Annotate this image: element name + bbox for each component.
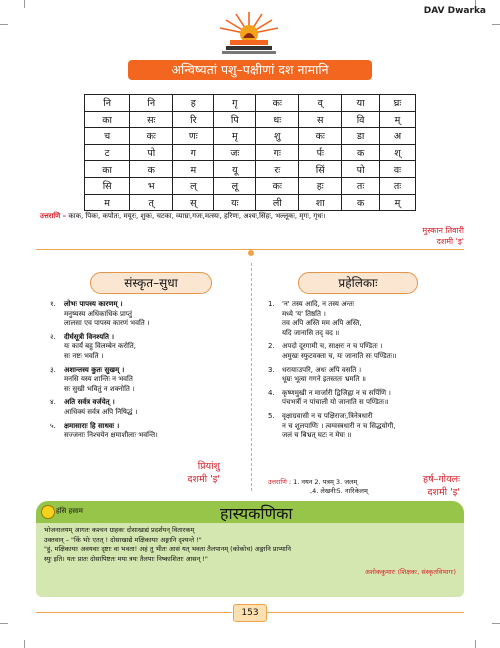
hasya-title: हास्यकणिका (220, 504, 293, 523)
sudha-heading: अशान्तस्य कुतः सुखम् । (64, 365, 125, 374)
grid-row (85, 161, 416, 178)
grid-cell: पि (214, 111, 256, 128)
sudha-item (50, 333, 246, 362)
grid-cell: या (342, 95, 380, 112)
sudha-line: सः नष्टः भवति । (64, 351, 104, 360)
item-number: ४. (50, 398, 56, 407)
sudha-heading: दीर्घसूत्री विनश्यति । (64, 332, 115, 341)
grid-cell: स (299, 111, 342, 128)
sudha-line: यः कार्यं बहु विलम्बेन करोति, (64, 342, 137, 351)
answer-label: उत्तराणि – (40, 212, 67, 220)
grid-cell: सः (130, 111, 173, 128)
riddle-line: वृक्षाग्रवासी न च पक्षिराजः,त्रिनेत्रधारी (282, 411, 373, 420)
grid-cell: णः (173, 128, 214, 145)
item-number: 1. (268, 300, 275, 308)
grid-cell: श् (379, 144, 415, 161)
sanskrit-sudha-list (50, 300, 246, 445)
grid-cell: मृ (214, 128, 256, 145)
riddle-item (268, 366, 464, 385)
sudha-heading: लोभः पापस्य कारणम् । (64, 300, 123, 308)
smiley-icon (41, 505, 55, 519)
hasya-tag: हंसि हसाम (56, 507, 83, 515)
grid-cell: र्पः (299, 144, 342, 161)
grid-cell: तः (379, 177, 415, 194)
grid-cell: म् (379, 111, 415, 128)
grid-cell: च (85, 128, 130, 145)
footer-rule (36, 612, 232, 613)
grid-cell: क (130, 161, 173, 178)
hasya-credit: अशोककुमारः (शिक्षकः, संस्कृतविभागः) (364, 568, 456, 576)
sudha-line: मनसि यस्य शान्तिः न भवति (64, 375, 133, 384)
riddle-line: यदि जानासि तद् वद ॥ (282, 328, 340, 337)
grid-cell: जः (214, 144, 256, 161)
signature-class: दशमी 'इ' (187, 474, 220, 485)
prahelika-title: प्रहेलिकाः (298, 272, 418, 294)
grid-cell: नि (85, 95, 130, 112)
grid-cell: रः (256, 161, 299, 178)
grid-cell: गृ (214, 95, 256, 112)
item-number: २. (50, 332, 56, 341)
grid-cell: कः (130, 128, 173, 145)
riddle-line: धूम्रः भूत्वा गगने इतस्ततः भ्रमति ॥ (282, 375, 366, 384)
grid-row (85, 95, 416, 112)
grid-cell: म (85, 194, 130, 211)
grid-cell: धः (256, 111, 299, 128)
grid-cell: तः (342, 177, 380, 194)
sudha-heading: क्षमासाराः हि साधवः । (64, 421, 120, 430)
sanskrit-signature (140, 459, 220, 485)
riddle-line: न च शूलपाणिः । त्वग्वस्त्रधारी न च सिद्धयोगी, (282, 421, 396, 430)
sudha-line: सज्जनाः निश्चयेन क्षमाशीलाः भवन्ति। (64, 431, 158, 440)
riddle-item (268, 412, 464, 441)
riddle-line: 'न' तस्य आदि, न तस्य अन्तः (282, 300, 355, 308)
item-number: 4. (268, 388, 275, 397)
item-number: 2. (268, 342, 275, 351)
footer-rule (266, 612, 464, 613)
grid-cell: पो (130, 144, 173, 161)
brand-label: DAV Dwarka (423, 6, 486, 16)
sudha-line: आधिक्यं सर्वत्र अपि निषिद्धं । (64, 407, 138, 416)
grid-row (85, 194, 416, 211)
sudha-line: सः सुखी भवितुं न शक्नोति । (64, 384, 135, 393)
grid-row (85, 128, 416, 145)
grid-cell: रि (173, 111, 214, 128)
grid-cell: का (85, 161, 130, 178)
grid-cell: का (85, 111, 130, 128)
answer-text: काक, पिकः, कपोतः, मयूरः, शुकः, चटका, व्याघ्रः,गजः,मत्स्यः, हरिणः, अश्वः,सिंहः, भल्लूकः, मृगः, गृधः। (68, 212, 326, 220)
hasya-line: भोजनालयम् आगतः कश्चन ग्राहकः दोसाखाद्यं प्रदर्शयन् वितारकम् (44, 526, 195, 534)
grid-cell: यः (214, 194, 256, 211)
dav-logo-icon (216, 10, 282, 60)
hasya-line: स्युः इति। यतः प्रातः दोसापिष्टतः मया त्रयः तैलपाः निष्काशिताः आसन् !" (44, 554, 208, 563)
grid-cell: वि (342, 111, 380, 128)
sudha-item (50, 422, 246, 441)
riddle-line: पंचभर्त्री न पांचाली यो जानाति स पण्डितः॥ (282, 398, 389, 407)
grid-cell: हः (299, 177, 342, 194)
grid-cell: घ्रः (379, 95, 415, 112)
grid-cell: कः (256, 95, 299, 112)
grid-cell: ह (173, 95, 214, 112)
grid-row (85, 144, 416, 161)
riddle-line: तव अपि अस्ति मम अपि अस्ति, (282, 319, 362, 328)
sudha-item (50, 366, 246, 395)
grid-cell: म (173, 161, 214, 178)
grid-cell: ली (256, 194, 299, 211)
puzzle-title: अन्विष्यतां पशु–पक्षीणां दश नामानि (128, 60, 372, 80)
grid-cell: क (342, 144, 380, 161)
riddle-item (268, 300, 464, 338)
puzzle-answers (40, 211, 470, 221)
page-number: 153 (233, 604, 267, 622)
grid-row (85, 177, 416, 194)
riddle-line: अपदो दूरगामी च, साक्षरः न च पण्डितः । (282, 342, 383, 351)
riddle-line: जलं च बिभ्रत् घटः न मेघः ॥ (282, 431, 352, 440)
grid-cell: नि (130, 95, 173, 112)
grid-cell: डा (342, 128, 380, 145)
sanskrit-sudha-title: संस्कृत–सुधा (90, 272, 212, 294)
sudha-line: मनुष्यस्य अधिकाधिकं प्राप्तुं (64, 309, 132, 318)
riddle-line: धरायाःउपरि, अधः अपि वसति । (282, 365, 362, 374)
grid-cell: सि (85, 177, 130, 194)
grid-cell: पो (342, 161, 380, 178)
sudha-line: लालसा एव पापस्य कारणं भवति । (64, 319, 150, 328)
grid-cell: वः (379, 161, 415, 178)
letter-grid (84, 94, 416, 211)
grid-row (85, 111, 416, 128)
signature-name: हर्ष–गोयलः (423, 474, 460, 485)
sun-ornament-icon (246, 243, 256, 253)
grid-cell: भ (130, 177, 173, 194)
grid-cell: यू (214, 161, 256, 178)
signature-class: दशमी 'इ' (436, 237, 464, 246)
grid-cell: ल् (173, 177, 214, 194)
grid-cell: कः (256, 177, 299, 194)
item-number: ५. (50, 421, 56, 430)
grid-cell: शा (299, 194, 342, 211)
riddle-line: कृष्णमुखी न मार्जारी द्विजिह्वा न च सर्पिणि । (282, 388, 391, 397)
riddle-answers (268, 478, 368, 496)
signature-class: दशमी 'इ' (427, 487, 460, 498)
column-divider (251, 263, 253, 491)
hasya-line: "हुं, मक्षिकायाः अवयवाः दृष्टाः वा भवता! अहं तु भीतः आसं यत् भवता तैलपानम् (कोकोच) अङ्गानि प्राप्यानि (44, 545, 292, 553)
sudha-heading: अति सर्वत्र वर्जयेत् । (64, 398, 115, 407)
grid-cell: गः (256, 144, 299, 161)
signature-name: मुस्कान तिवारी (422, 226, 464, 235)
riddle-answer-label: उत्तराणि (268, 478, 287, 486)
grid-cell: ग (173, 144, 214, 161)
hasya-body (44, 526, 456, 578)
riddle-line: अमुखः स्फुटवक्ता च, यः जानाति सः पण्डितः॥ (282, 351, 397, 360)
riddle-line: मध्ये 'य' तिष्ठति । (282, 309, 326, 318)
item-number: ३. (50, 365, 56, 374)
grid-cell: लू (214, 177, 256, 194)
sudha-item (50, 300, 246, 329)
puzzle-signature (300, 225, 464, 247)
riddle-answer-line1: : 1. नयन 2. पत्रम् 3. जलम् (288, 478, 358, 486)
item-number: 3. (268, 365, 275, 374)
grid-cell: अ (379, 128, 415, 145)
hasya-line: उक्तवान् – "किं भोः एतत् ! दोसाखाद्ये मक्षिकायाः अङ्गानि दृश्यन्ते !" (44, 535, 202, 544)
signature-name: प्रियांशु (197, 461, 220, 472)
riddle-signature (388, 472, 460, 498)
riddle-item (268, 389, 464, 408)
grid-cell: ट (85, 144, 130, 161)
grid-cell: कः (299, 128, 342, 145)
riddle-item (268, 342, 464, 361)
item-number: १. (50, 300, 56, 308)
riddle-answer-line2: ,4. लेखनीः5. नारिकेलम् (310, 487, 368, 495)
grid-cell: शु (256, 128, 299, 145)
item-number: 5. (268, 411, 275, 420)
grid-cell: व् (299, 95, 342, 112)
sudha-item (50, 398, 246, 417)
grid-cell: सिं (299, 161, 342, 178)
grid-cell: क (342, 194, 380, 211)
grid-cell: त् (130, 194, 173, 211)
grid-cell: स् (173, 194, 214, 211)
grid-cell: म् (379, 194, 415, 211)
prahelika-list (268, 300, 464, 445)
